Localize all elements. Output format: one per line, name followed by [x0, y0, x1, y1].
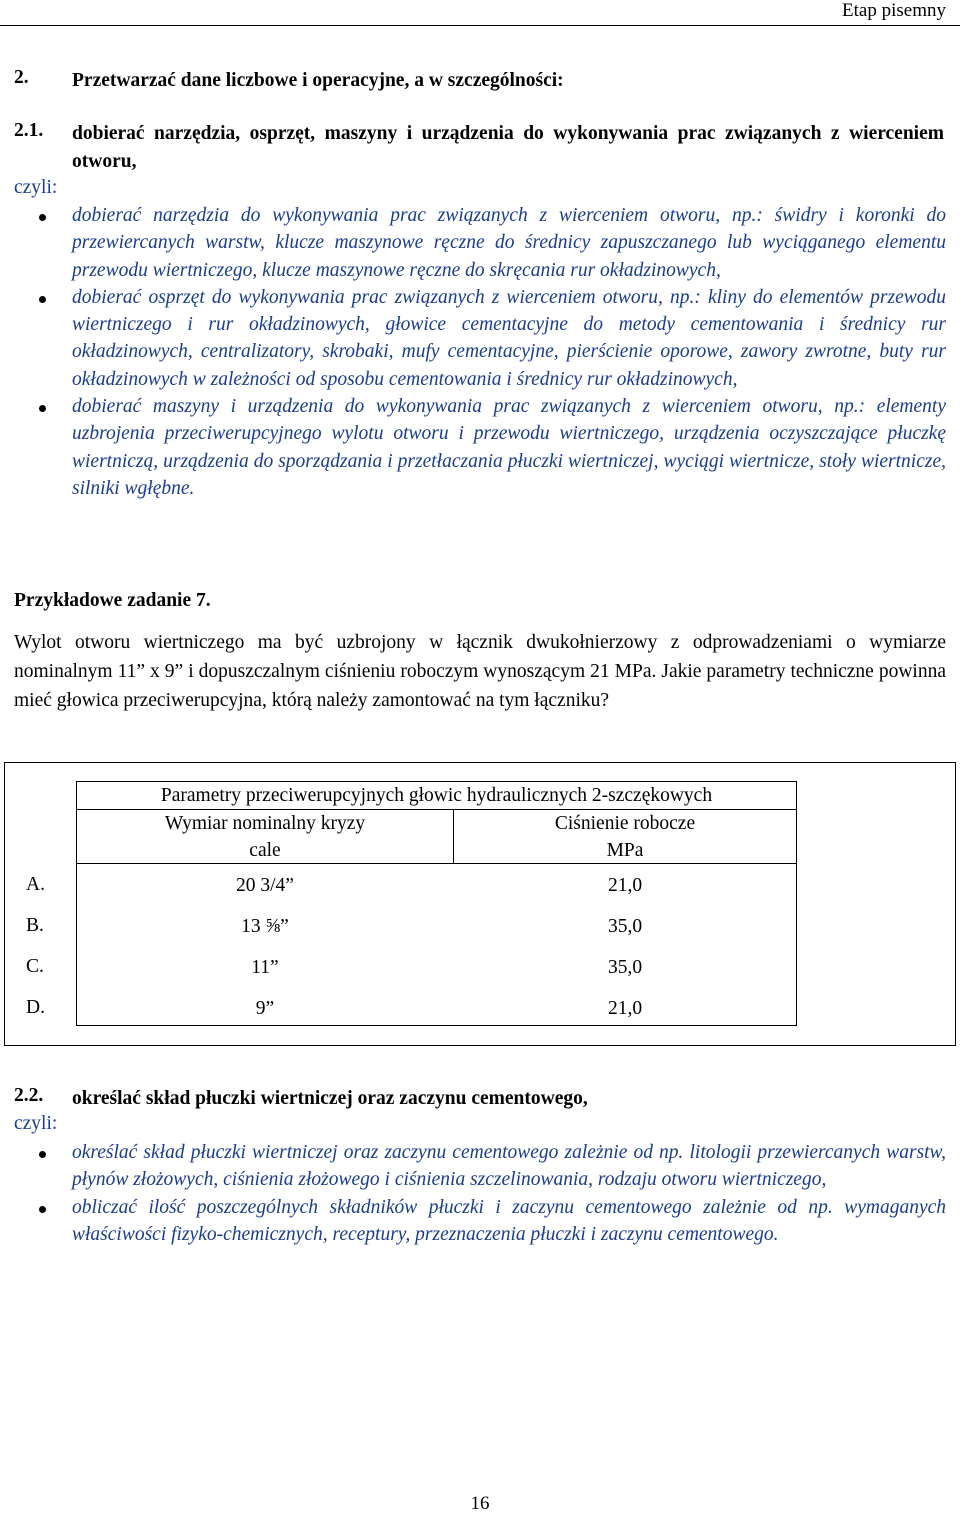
header-rule [0, 25, 960, 26]
section-2-2-title: określać skład płuczki wiertniczej oraz zaczynu cementowego, [72, 1088, 588, 1109]
list-item [14, 284, 946, 393]
size-cell: 11” [251, 957, 279, 978]
section-2 [14, 67, 944, 95]
section-2-1-number: 2.1. [14, 120, 44, 141]
section-2-2-bullets [14, 1139, 946, 1248]
option-b[interactable]: B. [26, 915, 44, 936]
table-title: Parametry przeciwerupcyjnych głowic hydraulicznych 2-szczękowych [77, 782, 796, 810]
col-pressure-unit: MPa [606, 840, 644, 861]
col-pressure-header [454, 810, 796, 864]
task-title: Przykładowe zadanie 7. [14, 590, 211, 611]
list-item [14, 1139, 946, 1194]
parameters-table [76, 781, 797, 1026]
section-2-number: 2. [14, 67, 29, 88]
header-divider [77, 863, 796, 864]
section-2-title: Przetwarzać dane liczbowe i operacyjne, a w szczególności: [72, 70, 564, 91]
option-a[interactable]: A. [26, 874, 45, 895]
section-2-1-title: dobierać narzędzia, osprzęt, maszyny i urządzenia do wykonywania prac związanych z wierceniem otworu, [72, 123, 944, 172]
pressure-cell: 21,0 [607, 875, 643, 896]
size-cell: 13 ⅝” [241, 916, 289, 937]
option-d[interactable]: D. [26, 997, 45, 1018]
bullet-icon [39, 214, 46, 221]
pressure-cell: 35,0 [607, 916, 643, 937]
column-divider [453, 809, 454, 863]
bullet-text: dobierać maszyny i urządzenia do wykonywania prac związanych z wierceniem otworu, np.: elementy uzbrojenia przeciwerupcyjnego wylotu otworu i przewodu wiertniczego, urządzenia oczyszczające płuczkę wiertniczą, urządzenia do sporządzania i przetłaczania płuczki wiertniczej, wyciągi wiertnicze, stoły wiertnicze, silniki wgłębne. [72, 396, 946, 499]
bullet-text: określać skład płuczki wiertniczej oraz zaczynu cementowego zależnie od np. litologii przewiercanych warstw, płynów złożowych, ciśnienia złożowego i ciśnienia szczelinowania, rodzaju otworu wiertniczego, [72, 1142, 946, 1191]
section-2-2 [14, 1085, 944, 1113]
bullet-icon [39, 1206, 46, 1213]
task-text: Wylot otworu wiertniczego ma być uzbrojony w łącznik dwukołnierzowy z odprowadzeniami o wymiarze nominalnym 11” x 9” i dopuszczalnym ciśnieniu roboczym wynoszącym 21 MPa. Jakie parametry techniczne powinna mieć głowica przeciwerupcyjna, którą należy zamontować na tym łączniku? [14, 632, 946, 711]
bullet-icon [39, 1151, 46, 1158]
col-pressure-label: Ciśnienie robocze [554, 813, 696, 834]
list-item [14, 393, 946, 502]
running-header: Etap pisemny [842, 0, 946, 21]
bullet-icon [39, 296, 46, 303]
section-2-1 [14, 120, 944, 176]
bullet-text: obliczać ilość poszczególnych składników płuczki i zaczynu cementowego zależnie od np. wymaganych właściwości fizyko-chemicznych, receptury, przeznaczenia płuczki i zaczynu cementowego. [72, 1196, 946, 1245]
czyli-label-1: czyli: [14, 177, 58, 198]
list-item [14, 1194, 946, 1249]
pressure-cell: 35,0 [607, 957, 643, 978]
pressure-cell: 21,0 [607, 998, 643, 1019]
col-size-header [77, 810, 453, 864]
size-cell: 9” [255, 998, 275, 1019]
col-size-unit: cale [249, 840, 281, 861]
section-2-2-number: 2.2. [14, 1085, 44, 1106]
bullet-text: dobierać narzędzia do wykonywania prac związanych z wierceniem otworu, np.: świdry i koronki do przewiercanych warstw, klucze maszynowe ręczne do średnicy zapuszczanego lub wyciąganego elementu przewodu wiertniczego, klucze maszynowe ręczne do skręcania rur okładzinowych, [72, 205, 946, 281]
col-size-label: Wymiar nominalny kryzy [164, 813, 366, 834]
section-2-1-bullets [14, 202, 946, 502]
list-item [14, 202, 946, 284]
czyli-label-2: czyli: [14, 1113, 58, 1134]
bullet-text: dobierać osprzęt do wykonywania prac związanych z wierceniem otworu, np.: kliny do elementów przewodu wiertniczego i rur okładzinowych, głowice cementacyjne do metody cementowania i średnicy rur okładzinowych, centralizatory, skrobaki, mufy cementacyjne, pierścienie oporowe, zawory zwrotne, buty rur okładzinowych w zależności od sposobu cementowania i średnicy rur okładzinowych, [72, 286, 946, 390]
option-c[interactable]: C. [26, 956, 44, 977]
bullet-icon [39, 405, 46, 412]
size-cell: 20 3/4” [236, 875, 294, 896]
page-number: 16 [470, 1493, 490, 1514]
